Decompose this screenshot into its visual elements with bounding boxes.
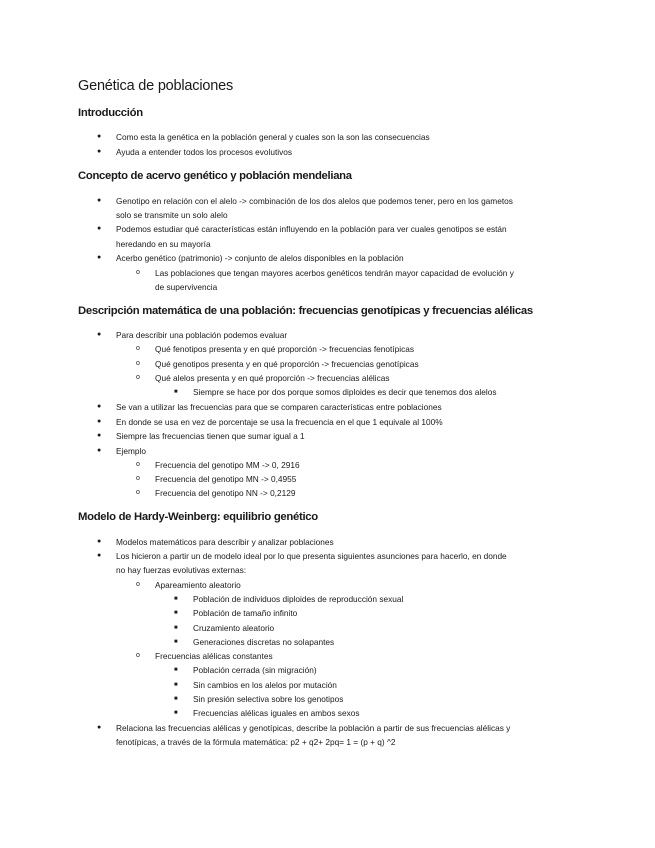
bullet-marker: ● <box>97 447 102 454</box>
list-item: Qué alelos presenta y en qué proporción -> frecuencias alélicas <box>155 373 390 383</box>
bullet-marker: ■ <box>174 696 178 702</box>
bullet-marker: ■ <box>174 596 178 602</box>
list-item: Siempre las frecuencias tienen que sumar igual a 1 <box>116 431 305 441</box>
heading-acervo-genetico: Concepto de acervo genético y población mendeliana <box>78 170 352 182</box>
list-item: Se van a utilizar las frecuencias para que se comparen características entre poblaciones <box>116 402 442 412</box>
bullet-marker: ● <box>97 403 102 410</box>
list-item: Frecuencias alélicas constantes <box>155 651 273 661</box>
list-item: Para describir una población podemos evaluar <box>116 330 288 340</box>
bullet-marker: ● <box>97 538 102 545</box>
bullet-marker: o <box>136 581 140 588</box>
list-item: Sin presión selectiva sobre los genotipos <box>193 694 344 704</box>
bullet-marker: ● <box>97 331 102 338</box>
list-item-continuation: heredando en su mayoría <box>116 239 211 249</box>
list-item: Frecuencia del genotipo NN -> 0,2129 <box>155 488 296 498</box>
bullet-marker: ■ <box>174 389 178 395</box>
list-item: Acerbo genético (patrimonio) -> conjunto de alelos disponibles en la población <box>116 253 404 263</box>
list-item: Frecuencias alélicas iguales en ambos sexos <box>193 708 360 718</box>
list-item: Frecuencia del genotipo MM -> 0, 2916 <box>155 460 300 470</box>
list-item: Las poblaciones que tengan mayores acerbos genéticos tendrán mayor capacidad de evolución y <box>155 268 514 278</box>
list-item-continuation: solo se transmite un solo alelo <box>116 210 228 220</box>
bullet-marker: ■ <box>174 710 178 716</box>
list-item: Sin cambios en los alelos por mutación <box>193 680 337 690</box>
list-item: Ejemplo <box>116 446 146 456</box>
bullet-marker: ● <box>97 254 102 261</box>
list-item: Qué genotipos presenta y en qué proporción -> frecuencias genotípicas <box>155 359 419 369</box>
document-title: Genética de poblaciones <box>78 78 234 94</box>
list-item-continuation: fenotípicas, a través de la fórmula matemática: p2 + q2+ 2pq= 1 = (p + q) ^2 <box>116 737 396 747</box>
bullet-marker: o <box>136 652 140 659</box>
bullet-marker: o <box>136 360 140 367</box>
bullet-marker: ■ <box>174 667 178 673</box>
heading-introduccion: Introducción <box>78 107 143 119</box>
bullet-marker: ● <box>97 225 102 232</box>
list-item: En donde se usa en vez de porcentaje se usa la frecuencia en el que 1 equivale al 100% <box>116 417 443 427</box>
heading-descripcion-matematica: Descripción matemática de una población: frecuencias genotípicas y frecuencias alélicas <box>78 305 533 317</box>
list-item: Relaciona las frecuencias alélicas y genotípicas, describe la población a partir de sus frecuencias alélicas y <box>116 723 511 733</box>
list-item: Podemos estudiar qué características están influyendo en la población para ver cuales genotipos se están <box>116 224 507 234</box>
list-item: Ayuda a entender todos los procesos evolutivos <box>116 147 293 157</box>
list-item: Población cerrada (sin migración) <box>193 665 317 675</box>
bullet-marker: ● <box>97 418 102 425</box>
list-item: Genotipo en relación con el alelo -> combinación de los dos alelos que podemos tener, pero en los gametos <box>116 196 513 206</box>
bullet-marker: o <box>136 461 140 468</box>
bullet-marker: ● <box>97 133 102 140</box>
list-item: Modelos matemáticos para describir y analizar poblaciones <box>116 537 334 547</box>
bullet-marker: ● <box>97 432 102 439</box>
bullet-marker: ■ <box>174 682 178 688</box>
bullet-marker: o <box>136 269 140 276</box>
list-item: Población de tamaño infinito <box>193 608 298 618</box>
list-item: Generaciones discretas no solapantes <box>193 637 335 647</box>
bullet-marker: o <box>136 489 140 496</box>
bullet-marker: ● <box>97 148 102 155</box>
bullet-marker: ● <box>97 552 102 559</box>
list-item: Como esta la genética en la población general y cuales son la son las consecuencias <box>116 132 430 142</box>
list-item: Siempre se hace por dos porque somos diploides es decir que tenemos dos alelos <box>193 387 497 397</box>
list-item: Frecuencia del genotipo MN -> 0,4955 <box>155 474 297 484</box>
bullet-marker: o <box>136 475 140 482</box>
bullet-marker: ● <box>97 724 102 731</box>
bullet-marker: o <box>136 345 140 352</box>
bullet-marker: ■ <box>174 639 178 645</box>
list-item: Los hicieron a partir un de modelo ideal por lo que presenta siguientes asunciones para hacerlo, en donde <box>116 551 507 561</box>
list-item: Cruzamiento aleatorio <box>193 623 275 633</box>
bullet-marker: o <box>136 374 140 381</box>
bullet-marker: ■ <box>174 610 178 616</box>
heading-hardy-weinberg: Modelo de Hardy-Weinberg: equilibrio genético <box>78 511 318 523</box>
bullet-marker: ■ <box>174 625 178 631</box>
list-item: Apareamiento aleatorio <box>155 580 241 590</box>
list-item: Qué fenotipos presenta y en qué proporción -> frecuencias fenotípicas <box>155 344 414 354</box>
bullet-marker: ● <box>97 197 102 204</box>
list-item: Población de individuos diploides de reproducción sexual <box>193 594 404 604</box>
list-item-continuation: de supervivencia <box>155 282 218 292</box>
list-item-continuation: no hay fuerzas evolutivas externas: <box>116 565 247 575</box>
